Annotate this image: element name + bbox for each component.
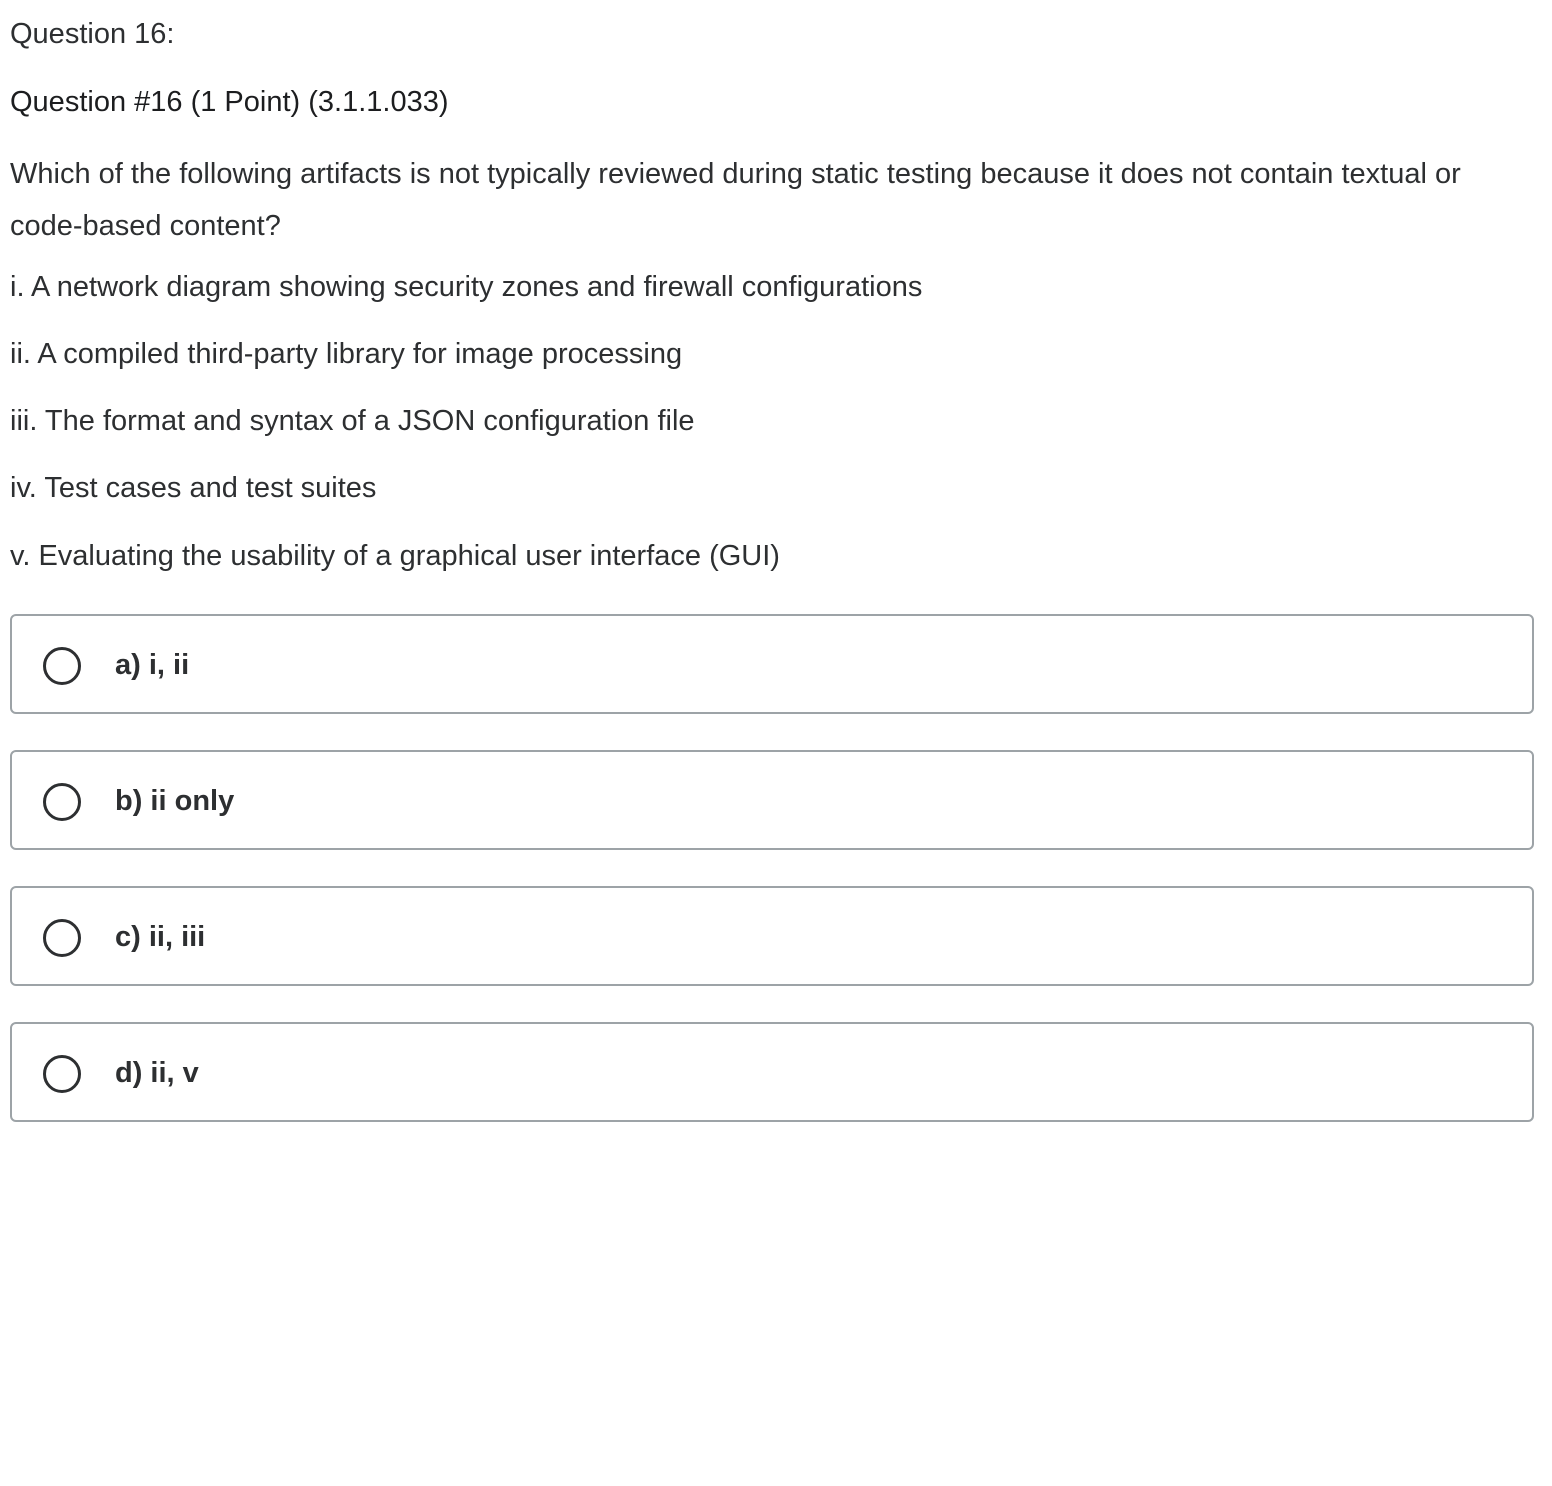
answer-option-label: d) ii, v bbox=[115, 1057, 199, 1089]
question-text: Which of the following artifacts is not typically reviewed during static testing because it does not contain textual or code-based content? bbox=[10, 158, 1461, 242]
answer-option-label: b) ii only bbox=[115, 785, 235, 817]
radio-button-icon[interactable] bbox=[43, 647, 81, 685]
answer-option-label: a) i, ii bbox=[115, 649, 190, 681]
radio-button-icon[interactable] bbox=[43, 919, 81, 957]
question-item-ii: ii. A compiled third-party library for image processing bbox=[10, 338, 683, 370]
question-item-iii: iii. The format and syntax of a JSON configuration file bbox=[10, 405, 695, 437]
answer-option-b[interactable] bbox=[10, 750, 1534, 850]
question-header: Question #16 (1 Point) (3.1.1.033) bbox=[10, 86, 449, 118]
radio-button-icon[interactable] bbox=[43, 1055, 81, 1093]
radio-button-icon[interactable] bbox=[43, 783, 81, 821]
question-number-label: Question 16: bbox=[10, 18, 175, 50]
answer-option-a[interactable] bbox=[10, 614, 1534, 714]
question-item-iv: iv. Test cases and test suites bbox=[10, 472, 377, 504]
answer-option-d[interactable] bbox=[10, 1022, 1534, 1122]
answer-option-label: c) ii, iii bbox=[115, 921, 206, 953]
question-item-i: i. A network diagram showing security zones and firewall configurations bbox=[10, 271, 923, 303]
answer-option-c[interactable] bbox=[10, 886, 1534, 986]
question-item-v: v. Evaluating the usability of a graphical user interface (GUI) bbox=[10, 540, 780, 572]
